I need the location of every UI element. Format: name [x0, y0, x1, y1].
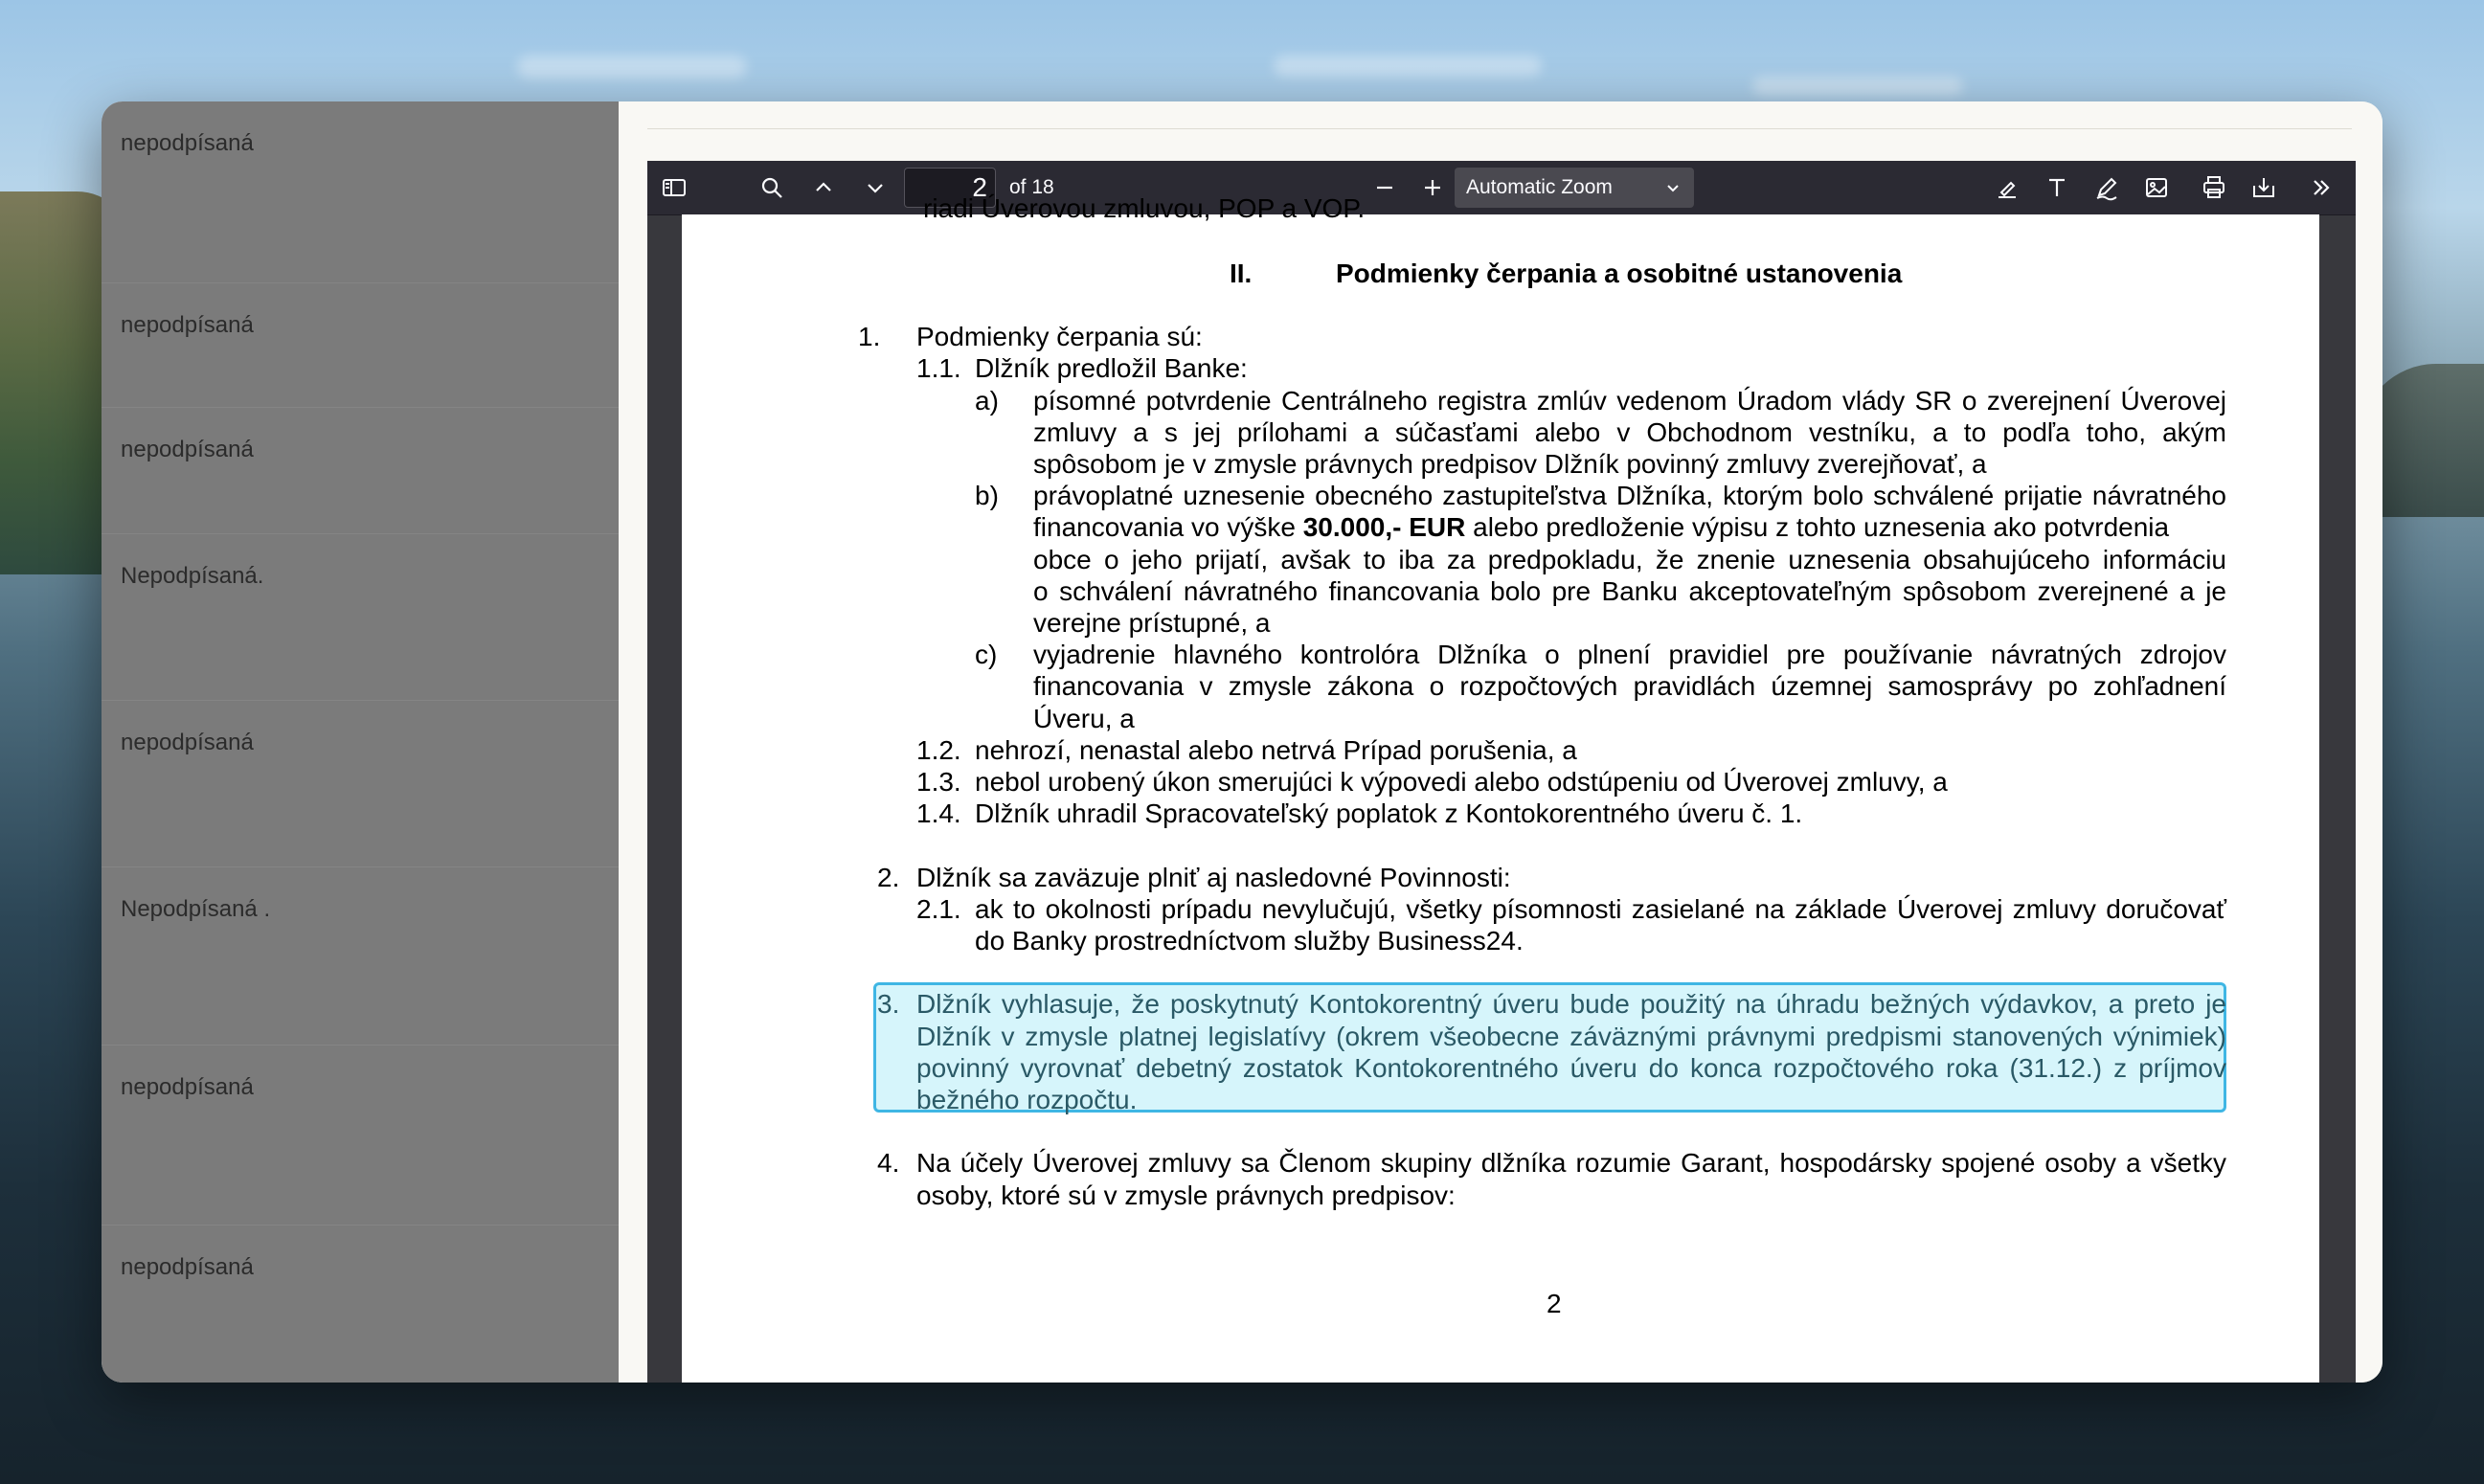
item-number: 1.3.	[916, 767, 961, 797]
pdf-page	[682, 193, 2319, 1383]
text-line: nebol urobený úkon smerujúci k výpovedi alebo odstúpeniu od Úverovej zmluvy, a	[975, 767, 1948, 797]
tools-menu-icon[interactable]	[2302, 169, 2340, 207]
save-icon[interactable]	[2245, 169, 2283, 207]
item-number: 1.1.	[916, 353, 961, 383]
sidebar-item-label: nepodpísaná	[121, 437, 254, 462]
text-line: Dlžník uhradil Spracovateľský poplatok z Kontokorentného úveru č. 1.	[975, 798, 1803, 828]
sidebar-item[interactable]	[102, 283, 619, 408]
text-line: povinný vyrovnať debetný zostatok Kontokorentného úveru do konca rozpočtového roka (31.12.) z príjmov	[916, 1053, 2226, 1083]
sidebar-item[interactable]	[102, 701, 619, 867]
text-line: osoby, ktoré sú v zmysle právnych predpisov:	[916, 1180, 1456, 1210]
sidebar-item-label: nepodpísaná	[121, 1074, 254, 1100]
sidebar-item[interactable]	[102, 867, 619, 1046]
text-line: Dlžník vyhlasuje, že poskytnutý Kontokorentný úveru bude použitý na úhradu bežných výdavkov, a preto je	[916, 989, 2226, 1019]
item-number: 3.	[877, 989, 900, 1019]
pdf-toolbar	[647, 161, 2356, 215]
text-line: Úveru, a	[1033, 704, 1135, 733]
text-line: obce o jeho prijatí, avšak to iba za predpokladu, že znenie uznesenia obsahujúceho informáciu	[1033, 545, 2226, 574]
text-icon[interactable]	[2038, 169, 2076, 207]
text-line: právoplatné uznesenie obecného zastupiteľstva Dlžníka, ktorým bolo schválené prijatie návratného	[1033, 481, 2226, 510]
sidebar-item-label: nepodpísaná	[121, 312, 254, 338]
item-number: a)	[975, 386, 999, 416]
sidebar-item[interactable]	[102, 408, 619, 534]
search-icon[interactable]	[753, 169, 791, 207]
sidebar-item-label: nepodpísaná	[121, 730, 254, 755]
text-line: Na účely Úverovej zmluvy sa Členom skupiny dlžníka rozumie Garant, hospodársky spojené osoby a všetky	[916, 1148, 2226, 1178]
text-line: Podmienky čerpania sú:	[916, 322, 1203, 351]
divider	[647, 128, 2352, 129]
amount: 30.000,- EUR	[1302, 512, 1466, 542]
sidebar-item-label: Nepodpísaná.	[121, 563, 264, 589]
zoom-in-icon[interactable]	[1413, 169, 1452, 207]
section-title: Podmienky čerpania a osobitné ustanovenia	[1336, 259, 1903, 288]
zoom-out-icon[interactable]	[1366, 169, 1404, 207]
pdf-viewer	[647, 161, 2356, 1383]
item-number: 1.4.	[916, 798, 961, 828]
text-line	[1033, 511, 2226, 543]
previous-page-icon[interactable]	[804, 169, 843, 207]
text-fragment: alebo predloženie výpisu z tohto uznesenia ako potvrdenia	[1465, 512, 2170, 542]
draw-icon[interactable]	[2088, 169, 2126, 207]
sidebar-item-label: nepodpísaná	[121, 1254, 254, 1280]
page-count: of 18	[1009, 176, 1054, 198]
text-line: do Banky prostredníctvom služby Business24.	[975, 926, 1524, 956]
sidebar-item[interactable]	[102, 101, 619, 283]
text-line: spôsobom je v zmysle právnych predpisov Dlžník povinný zmluvy zverejňovať, a	[1033, 449, 1987, 479]
item-number: 4.	[877, 1148, 900, 1178]
text-fragment: financovania vo výške	[1033, 512, 1303, 542]
zoom-value: Automatic Zoom	[1466, 176, 1613, 198]
text-line: bežného rozpočtu.	[916, 1085, 1138, 1114]
item-number: 1.	[858, 322, 881, 351]
signature-sidebar	[102, 101, 621, 1383]
text-line: financovania v zmysle zákona o rozpočtových pravidlách územnej samosprávy po zohľadnení	[1033, 671, 2226, 701]
sidebar-item[interactable]	[102, 1046, 619, 1225]
sidebar-item[interactable]	[102, 1225, 619, 1383]
item-number: 1.2.	[916, 735, 961, 765]
text-line: nehrozí, nenastal alebo netrvá Prípad porušenia, a	[975, 735, 1577, 765]
sidebar-item-label: nepodpísaná	[121, 130, 254, 156]
app-window	[102, 101, 2382, 1383]
text-line: ak to okolnosti prípadu nevylučujú, všetky písomnosti zasielané na základe Úverovej zmluvy doručovať	[975, 894, 2226, 924]
text-line: riadi Úverovou zmluvou, POP a VOP.	[923, 193, 1366, 223]
item-number: 2.	[877, 863, 900, 892]
next-page-icon[interactable]	[856, 169, 894, 207]
text-line: Dlžník v zmysle platnej legislatívy (okrem všeobecne záväznými právnymi predpismi stanovených výnimiek)	[916, 1022, 2226, 1051]
text-line: o schválení návratného financovania bolo pre Banku akceptovateľným spôsobom zverejnené a je	[1033, 576, 2226, 606]
text-line: Dlžník predložil Banke:	[975, 353, 1248, 383]
item-number: 2.1.	[916, 894, 961, 924]
text-line: Dlžník sa zaväzuje plniť aj nasledovné Povinnosti:	[916, 863, 1511, 892]
text-line: písomné potvrdenie Centrálneho registra zmlúv vedenom Úradom vlády SR o zverejnení Úverovej	[1033, 386, 2226, 416]
section-number: II.	[1230, 259, 1253, 288]
sidebar-item[interactable]	[102, 534, 619, 701]
text-line: verejne prístupné, a	[1033, 608, 1271, 638]
print-icon[interactable]	[2195, 169, 2233, 207]
highlight-icon[interactable]	[1988, 169, 2026, 207]
item-number: b)	[975, 481, 999, 510]
chevron-down-icon	[1663, 178, 1682, 197]
page-footer-number: 2	[1547, 1289, 1562, 1318]
item-number: c)	[975, 640, 998, 669]
text-line: vyjadrenie hlavného kontrolóra Dlžníka o plnení pravidiel pre používanie návratných zdrojov	[1033, 640, 2226, 669]
image-icon[interactable]	[2137, 169, 2176, 207]
zoom-select[interactable]	[1455, 168, 1694, 208]
sidebar-item-label: Nepodpísaná .	[121, 896, 271, 922]
text-line: zmluvy a s jej prílohami a súčasťami alebo v Obchodnom vestníku, a to podľa toho, akým	[1033, 417, 2226, 447]
sidebar-toggle-icon[interactable]	[655, 169, 693, 207]
